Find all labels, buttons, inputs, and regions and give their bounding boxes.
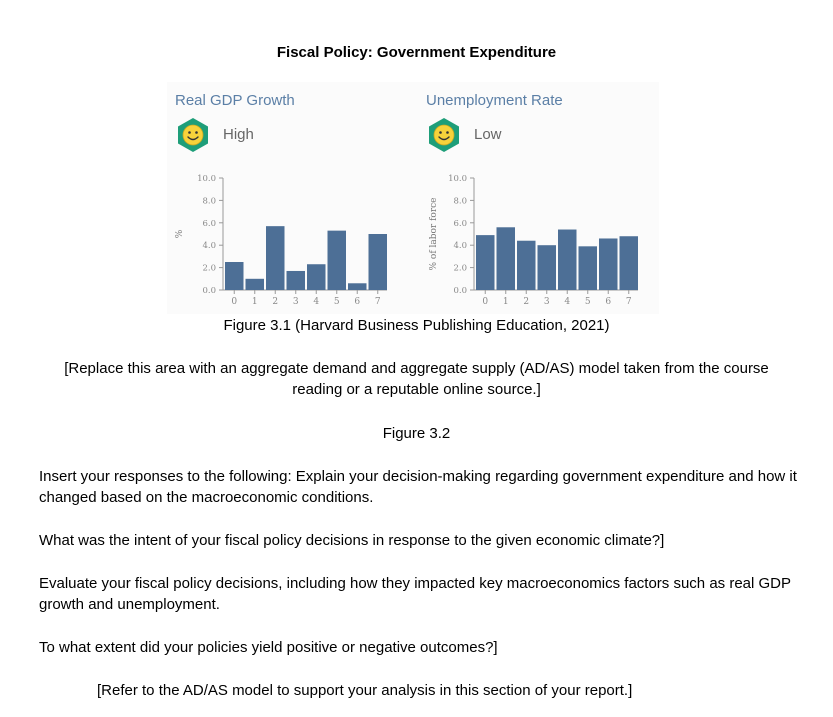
prompt-outcomes: To what extent did your policies yield positive or negative outcomes?] <box>39 639 498 656</box>
x-tick-label: 6 <box>354 297 361 307</box>
y-tick-label: 2.0 <box>453 263 467 274</box>
y-tick-label: 8.0 <box>202 196 216 207</box>
unemployment-bar-chart <box>418 170 658 314</box>
gdp-bar-chart <box>167 170 407 314</box>
bar <box>620 236 639 290</box>
x-tick-label: 7 <box>374 297 381 307</box>
bar <box>476 235 495 290</box>
y-tick-label: 6.0 <box>453 218 467 229</box>
prompt-intent: What was the intent of your fiscal policy decisions in response to the given economic climate?] <box>39 532 665 549</box>
bar <box>538 245 557 290</box>
bar <box>558 230 577 290</box>
figure-3-2-caption: Figure 3.2 <box>382 425 451 442</box>
gdp-title: Real GDP Growth <box>175 92 295 109</box>
y-tick-label: 4.0 <box>202 241 216 252</box>
y-tick-label: 2.0 <box>202 263 216 274</box>
bar <box>369 234 388 290</box>
x-tick-label: 5 <box>333 297 340 307</box>
unemployment-chart <box>418 170 658 319</box>
document-title: Fiscal Policy: Government Expenditure <box>276 44 557 61</box>
smiley-icon <box>426 117 462 153</box>
bar <box>287 271 306 290</box>
x-tick-label: 1 <box>251 297 258 307</box>
unemployment-panel <box>418 82 658 314</box>
y-tick-label: 6.0 <box>202 218 216 229</box>
placeholder-text: [Replace this area with an aggregate demand and aggregate supply (AD/AS) model taken from the course reading or a reputable online source.] <box>64 360 769 398</box>
prompt-evaluate: Evaluate your fiscal policy decisions, including how they impacted key macroeconomics factors such as real GDP growth and unemployment. <box>39 575 791 613</box>
x-tick-label: 0 <box>482 297 489 307</box>
bar <box>266 226 285 290</box>
bar <box>307 264 326 290</box>
x-tick-label: 0 <box>231 297 238 307</box>
y-tick-label: 0.0 <box>453 286 467 296</box>
unemployment-rating: Low <box>474 126 502 143</box>
figure-caption: Figure 3.1 (Harvard Business Publishing Education, 2021) <box>223 317 610 334</box>
bar <box>348 283 367 290</box>
y-tick-label: 10.0 <box>448 174 467 184</box>
prompt-decision-making: Insert your responses to the following: Explain your decision-making regarding government expenditure and how it changed based on the macroeconomic conditions. <box>39 468 797 506</box>
y-axis-label: % <box>175 229 185 239</box>
x-tick-label: 2 <box>523 297 530 307</box>
unemployment-title: Unemployment Rate <box>426 92 563 109</box>
bar <box>517 241 536 290</box>
y-tick-label: 4.0 <box>453 241 467 252</box>
gdp-panel <box>167 82 407 314</box>
x-tick-label: 7 <box>625 297 632 307</box>
x-tick-label: 1 <box>502 297 509 307</box>
prompt-refer-model: [Refer to the AD/AS model to support your analysis in this section of your report.] <box>97 682 633 699</box>
bar <box>225 262 244 290</box>
x-tick-label: 6 <box>605 297 612 307</box>
bar <box>599 238 618 290</box>
bar <box>579 246 598 290</box>
y-tick-label: 8.0 <box>453 196 467 207</box>
bar <box>497 227 516 290</box>
bar <box>328 231 347 290</box>
x-tick-label: 4 <box>313 297 320 307</box>
gdp-rating: High <box>223 126 254 143</box>
figure-3-1 <box>167 82 659 314</box>
x-tick-label: 4 <box>564 297 571 307</box>
smiley-icon <box>175 117 211 153</box>
y-tick-label: 10.0 <box>197 174 216 184</box>
x-tick-label: 2 <box>272 297 279 307</box>
gdp-chart <box>167 170 407 319</box>
x-tick-label: 3 <box>543 297 550 307</box>
bar <box>246 279 265 290</box>
y-tick-label: 0.0 <box>202 286 216 296</box>
y-axis-label: % of labor force <box>429 197 439 271</box>
x-tick-label: 5 <box>584 297 591 307</box>
x-tick-label: 3 <box>292 297 299 307</box>
